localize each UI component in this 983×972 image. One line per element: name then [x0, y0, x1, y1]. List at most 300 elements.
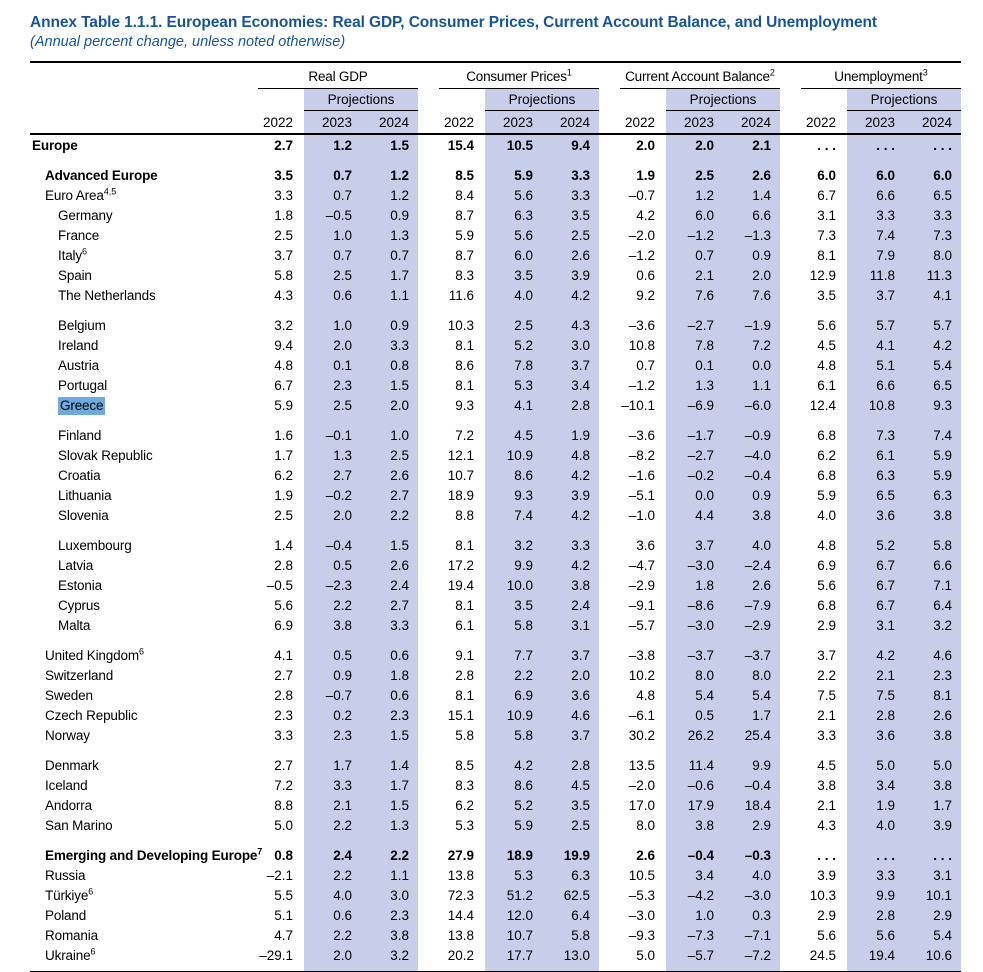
year-header-2022: 2022	[624, 115, 655, 130]
country-name: Russia	[45, 868, 86, 883]
gdp-2023-value: 0.1	[333, 358, 352, 373]
unemp-2024-value: 5.4	[933, 358, 952, 373]
table-row	[30, 945, 961, 965]
cpi-2023-value: 7.8	[514, 358, 533, 373]
unemp-2024-value: 2.3	[933, 668, 952, 683]
cab-2023-value: 1.3	[695, 378, 714, 393]
gdp-2022-value: 6.2	[274, 468, 293, 483]
country-name: Croatia	[58, 468, 101, 483]
unemp-2024-value: 1.7	[933, 798, 952, 813]
cpi-2024-value: 4.2	[571, 288, 590, 303]
cpi-2022-value: 8.1	[455, 538, 474, 553]
unemp-2022-value: 12.4	[809, 398, 836, 413]
unemp-2022-value: 6.7	[817, 188, 836, 203]
country-name: Czech Republic	[45, 708, 138, 723]
gdp-2023-value: 0.6	[333, 288, 352, 303]
unemp-2023-value: 6.7	[876, 558, 895, 573]
gdp-2023-value: –0.5	[325, 208, 352, 223]
projections-label: Projections	[304, 92, 418, 111]
cab-2024-value: 0.9	[752, 488, 771, 503]
cab-2023-value: 0.1	[695, 358, 714, 373]
unemp-2022-value: 2.9	[817, 618, 836, 633]
cab-2023-value: 0.7	[695, 248, 714, 263]
cpi-2024-value: 3.3	[571, 188, 590, 203]
gdp-2024-value: 0.8	[390, 358, 409, 373]
table-row	[30, 755, 961, 775]
gdp-2024-value: 0.7	[390, 248, 409, 263]
cpi-2022-value: 20.2	[447, 948, 474, 963]
cpi-2022-value: 6.2	[455, 798, 474, 813]
cab-2023-value: 3.8	[695, 818, 714, 833]
country-name: Spain	[58, 268, 92, 283]
cpi-2022-value: 17.2	[447, 558, 474, 573]
unemp-2024-value: 5.4	[933, 928, 952, 943]
country-name: Finland	[58, 428, 102, 443]
cpi-2024-value: 6.3	[571, 868, 590, 883]
cab-2022-value: –2.0	[628, 778, 655, 793]
unemp-2024-value: 3.8	[933, 728, 952, 743]
cpi-2023-value: 3.5	[514, 598, 533, 613]
cpi-2022-value: 5.3	[455, 818, 474, 833]
country-name: Austria	[58, 358, 99, 373]
row-label	[30, 166, 258, 185]
table-row	[30, 815, 961, 835]
cab-2022-value: –4.7	[628, 558, 655, 573]
row-label	[30, 336, 258, 355]
cab-2023-value: 2.0	[695, 138, 714, 153]
unemp-2022-value: 4.0	[817, 508, 836, 523]
cab-2023-value: –3.7	[687, 648, 714, 663]
gdp-2023-value: –0.1	[325, 428, 352, 443]
gdp-2023-value: –0.7	[325, 688, 352, 703]
gdp-2024-value: 0.6	[390, 688, 409, 703]
unemp-2023-value: 4.2	[876, 648, 895, 663]
row-label	[30, 616, 258, 635]
cab-2023-value: 8.0	[695, 668, 714, 683]
gdp-2023-value: 0.2	[333, 708, 352, 723]
cpi-2023-value: 5.3	[514, 378, 533, 393]
table-body	[30, 135, 961, 971]
row-label	[30, 356, 258, 375]
row-label	[30, 556, 258, 575]
gdp-2024-value: 2.6	[390, 468, 409, 483]
gdp-2022-value: 3.3	[274, 188, 293, 203]
table-row	[30, 795, 961, 815]
cab-2024-value: 2.9	[752, 818, 771, 833]
row-label	[30, 596, 258, 615]
cpi-2024-value: 5.8	[571, 928, 590, 943]
footnote-marker: 6	[88, 886, 94, 897]
cab-2023-value: 4.4	[695, 508, 714, 523]
cpi-2024-value: 3.6	[571, 688, 590, 703]
cpi-2024-value: 3.9	[571, 488, 590, 503]
cab-2023-value: 1.2	[695, 188, 714, 203]
cpi-2023-value: 5.8	[514, 618, 533, 633]
gdp-2023-value: 0.5	[333, 558, 352, 573]
cpi-2022-value: 8.1	[455, 688, 474, 703]
country-name: Slovenia	[58, 508, 109, 523]
cpi-2022-value: 8.1	[455, 338, 474, 353]
row-label	[30, 666, 258, 685]
row-label	[30, 536, 258, 555]
row-label	[30, 726, 258, 745]
cpi-2023-value: 5.3	[514, 868, 533, 883]
table-row	[30, 135, 961, 155]
cpi-2024-value: 2.5	[571, 228, 590, 243]
gdp-2022-value: 4.8	[274, 358, 293, 373]
cab-2024-value: 4.0	[752, 538, 771, 553]
cpi-2023-value: 3.2	[514, 538, 533, 553]
gdp-2023-value: 2.5	[333, 268, 352, 283]
row-label	[30, 506, 258, 525]
gdp-2024-value: 0.6	[390, 648, 409, 663]
cpi-2023-value: 4.5	[514, 428, 533, 443]
cab-2022-value: –9.3	[628, 928, 655, 943]
unemp-2022-value: 6.8	[817, 428, 836, 443]
gdp-2022-value: 6.9	[274, 618, 293, 633]
cab-2023-value: –2.7	[687, 448, 714, 463]
cab-2024-value: 1.7	[752, 708, 771, 723]
unemp-2023-value: 6.5	[876, 488, 895, 503]
cab-2023-value: –4.2	[687, 888, 714, 903]
years-header-row	[30, 111, 961, 135]
cpi-2023-value: 4.0	[514, 288, 533, 303]
cab-2023-value: –3.0	[687, 558, 714, 573]
year-header-2024: 2024	[378, 115, 409, 130]
cpi-2022-value: 11.6	[448, 288, 474, 303]
unemp-2023-value: 5.1	[876, 358, 895, 373]
country-name: Poland	[45, 908, 87, 923]
gdp-2024-value: 0.9	[390, 318, 409, 333]
footnote-marker: 6	[82, 246, 88, 257]
cab-2024-value: –4.0	[744, 448, 771, 463]
annex-table	[30, 61, 961, 972]
cab-2022-value: 30.2	[628, 728, 655, 743]
cpi-2023-value: 8.6	[514, 468, 533, 483]
footnote-marker: 7	[257, 846, 263, 857]
cab-2023-value: 1.8	[695, 578, 714, 593]
cab-2022-value: –3.0	[628, 908, 655, 923]
gdp-2024-value: 1.5	[390, 728, 409, 743]
cpi-2023-value: 6.0	[514, 248, 533, 263]
cpi-2023-value: 5.9	[514, 168, 533, 183]
gdp-2022-value: 5.0	[274, 818, 293, 833]
cab-2022-value: 3.6	[636, 538, 655, 553]
unemp-2023-value: 6.6	[876, 188, 895, 203]
row-label	[30, 426, 258, 445]
row-label	[30, 466, 258, 485]
gdp-2022-value: 9.4	[274, 338, 293, 353]
cab-2022-value: 1.9	[636, 168, 655, 183]
country-name: Sweden	[45, 688, 93, 703]
cpi-2023-value: 10.0	[506, 578, 533, 593]
cab-2022-value: 8.0	[636, 818, 655, 833]
unemp-2022-value: 3.3	[817, 728, 836, 743]
table-row	[30, 645, 961, 665]
cab-2023-value: –7.3	[687, 928, 714, 943]
gdp-2023-value: 2.3	[333, 378, 352, 393]
year-header-2022: 2022	[805, 115, 836, 130]
cpi-2022-value: 15.4	[447, 138, 474, 153]
year-header-2022: 2022	[443, 115, 474, 130]
cpi-2022-value: 8.7	[455, 208, 474, 223]
row-label	[30, 486, 258, 505]
table-title: Annex Table 1.1.1. European Economies: Real GDP, Consumer Prices, Current Account Balance, and Unemployment	[30, 14, 877, 31]
unemp-2022-value: 6.8	[817, 468, 836, 483]
unemp-2022-value: 7.3	[817, 228, 836, 243]
gdp-2022-value: 2.3	[274, 708, 293, 723]
gdp-2024-value: 1.7	[390, 268, 409, 283]
gdp-2023-value: 0.9	[333, 668, 352, 683]
gdp-2022-value: 1.7	[274, 448, 293, 463]
gdp-2023-value: 3.8	[333, 618, 352, 633]
gdp-2024-value: 1.7	[390, 778, 409, 793]
cpi-2024-value: 4.2	[571, 468, 590, 483]
unemp-2022-value: 5.9	[817, 488, 836, 503]
gdp-2022-value: 6.7	[274, 378, 293, 393]
gdp-2023-value: 0.7	[333, 168, 352, 183]
unemp-2022-value: 6.8	[817, 598, 836, 613]
unemp-2022-value: . . .	[817, 138, 836, 153]
cpi-2024-value: 2.8	[571, 398, 590, 413]
unemp-2024-value: 3.8	[933, 508, 952, 523]
cab-2023-value: –0.4	[687, 848, 714, 863]
cpi-2022-value: 19.4	[447, 578, 474, 593]
gdp-2023-value: –0.2	[325, 488, 352, 503]
unemp-2022-value: 6.1	[817, 378, 836, 393]
cab-2023-value: –3.0	[687, 618, 714, 633]
cab-2022-value: 9.2	[636, 288, 655, 303]
country-name: Malta	[58, 618, 91, 633]
cab-2022-value: –0.7	[628, 188, 655, 203]
unemp-2023-value: 3.6	[876, 728, 895, 743]
cab-2024-value: –0.4	[744, 468, 771, 483]
cab-2023-value: 3.4	[695, 868, 714, 883]
gdp-2022-value: 1.9	[274, 488, 293, 503]
row-label	[30, 756, 258, 775]
cpi-2022-value: 13.8	[447, 928, 474, 943]
cpi-2023-value: 9.9	[514, 558, 533, 573]
footnote-marker: 2	[769, 67, 775, 78]
cpi-2024-value: 3.3	[571, 538, 590, 553]
unemp-2024-value: 8.1	[933, 688, 952, 703]
unemp-2023-value: 3.3	[876, 868, 895, 883]
unemp-2024-value: 5.7	[933, 318, 952, 333]
unemp-2023-value: 7.9	[876, 248, 895, 263]
cpi-2022-value: 8.1	[455, 378, 474, 393]
gdp-2024-value: 1.1	[390, 288, 409, 303]
cab-2023-value: –5.7	[687, 948, 714, 963]
unemp-2023-value: 6.7	[876, 598, 895, 613]
unemp-2024-value: 4.2	[933, 338, 952, 353]
gdp-2023-value: 2.0	[333, 948, 352, 963]
cpi-2023-value: 7.7	[514, 648, 533, 663]
cpi-2023-value: 7.4	[514, 508, 533, 523]
cpi-2024-value: 3.8	[571, 578, 590, 593]
cpi-2024-value: 3.7	[571, 358, 590, 373]
cab-2022-value: 4.8	[636, 688, 655, 703]
cab-2024-value: –2.4	[744, 558, 771, 573]
unemp-2024-value: 10.6	[925, 948, 952, 963]
gdp-2022-value: 2.7	[274, 758, 293, 773]
cpi-2024-value: 4.2	[571, 508, 590, 523]
gdp-2024-value: 3.0	[390, 888, 409, 903]
cab-2023-value: –0.6	[687, 778, 714, 793]
table-row	[30, 335, 961, 355]
unemp-2023-value: 1.9	[876, 798, 895, 813]
unemp-2024-value: 7.4	[933, 428, 952, 443]
gdp-2023-value: 1.2	[333, 138, 352, 153]
cab-2022-value: –2.0	[628, 228, 655, 243]
gdp-2022-value: 2.7	[274, 668, 293, 683]
table-row	[30, 425, 961, 445]
table-subtitle: (Annual percent change, unless noted otherwise)	[30, 34, 346, 50]
cab-2022-value: 0.6	[636, 268, 655, 283]
footnote-marker: 6	[90, 946, 96, 957]
unemp-2024-value: 7.1	[933, 578, 952, 593]
cpi-2024-value: 6.4	[571, 908, 590, 923]
table-row	[30, 705, 961, 725]
unemp-2022-value: 4.8	[817, 538, 836, 553]
gdp-2024-value: 3.3	[390, 338, 409, 353]
unemp-2024-value: 5.9	[933, 468, 952, 483]
cpi-2024-value: 2.4	[571, 598, 590, 613]
table-row	[30, 665, 961, 685]
country-name: Belgium	[58, 318, 106, 333]
unemp-2024-value: 3.8	[933, 778, 952, 793]
row-label	[30, 866, 258, 885]
country-name: Switzerland	[45, 668, 114, 683]
cpi-2023-value: 5.8	[514, 728, 533, 743]
cab-2024-value: 25.4	[744, 728, 771, 743]
gdp-2022-value: 1.4	[274, 538, 293, 553]
unemp-2024-value: 3.2	[933, 618, 952, 633]
group-title-current-account-balance: Current Account Balance$^2$	[620, 69, 780, 89]
cpi-2023-value: 5.2	[514, 338, 533, 353]
cpi-2024-value: 3.9	[571, 268, 590, 283]
gdp-2022-value: 4.7	[274, 928, 293, 943]
unemp-2022-value: 6.0	[817, 168, 836, 183]
cab-2022-value: 17.0	[628, 798, 655, 813]
row-label	[30, 946, 258, 965]
year-header-2022: 2022	[262, 115, 293, 130]
gdp-2023-value: 2.4	[333, 848, 352, 863]
cab-2022-value: 4.2	[636, 208, 655, 223]
cab-2024-value: –1.9	[744, 318, 771, 333]
cab-2024-value: 8.0	[752, 668, 771, 683]
gdp-2024-value: 3.8	[390, 928, 409, 943]
table-row	[30, 555, 961, 575]
unemp-2023-value: 6.3	[876, 468, 895, 483]
year-header-2024: 2024	[740, 115, 771, 130]
cab-2023-value: 26.2	[687, 728, 714, 743]
country-name: Andorra	[45, 798, 92, 813]
cpi-2022-value: 10.7	[447, 468, 474, 483]
cab-2023-value: –8.6	[687, 598, 714, 613]
cab-2022-value: 10.5	[628, 868, 655, 883]
cpi-2024-value: 3.7	[571, 728, 590, 743]
unemp-2022-value: 6.9	[817, 558, 836, 573]
unemp-2022-value: 3.8	[817, 778, 836, 793]
unemp-2022-value: 7.5	[817, 688, 836, 703]
unemp-2024-value: 3.1	[933, 868, 952, 883]
cpi-2024-value: 1.9	[571, 428, 590, 443]
row-label	[30, 906, 258, 925]
unemp-2022-value: 6.2	[817, 448, 836, 463]
cpi-2022-value: 6.1	[455, 618, 474, 633]
cab-2022-value: –5.3	[628, 888, 655, 903]
cpi-2023-value: 4.1	[514, 398, 533, 413]
row-label	[30, 816, 258, 835]
cab-2024-value: –7.2	[744, 948, 771, 963]
cpi-2023-value: 17.7	[506, 948, 533, 963]
table-row	[30, 225, 961, 245]
unemp-2024-value: 11.3	[926, 268, 952, 283]
gdp-2022-value: 5.6	[274, 598, 293, 613]
unemp-2022-value: 2.2	[817, 668, 836, 683]
cab-2023-value: –1.2	[687, 228, 714, 243]
gdp-2024-value: 1.5	[390, 538, 409, 553]
cpi-2024-value: 2.6	[571, 248, 590, 263]
gdp-2022-value: 2.7	[274, 138, 293, 153]
gdp-2022-value: 5.9	[274, 398, 293, 413]
gdp-2022-value: 7.2	[274, 778, 293, 793]
table-row	[30, 595, 961, 615]
cpi-2024-value: 19.9	[563, 848, 590, 863]
gdp-2024-value: 1.1	[390, 868, 409, 883]
unemp-2022-value: 5.6	[817, 318, 836, 333]
selected-text-highlight: Greece	[60, 398, 104, 413]
gdp-2024-value: 2.7	[390, 488, 409, 503]
country-name: United Kingdom$^6$	[45, 646, 144, 663]
cab-2023-value: 1.0	[695, 908, 714, 923]
cpi-2024-value: 2.5	[571, 818, 590, 833]
country-name: Advanced Europe	[45, 168, 158, 183]
unemp-2022-value: 3.9	[817, 868, 836, 883]
table-row	[30, 725, 961, 745]
row-label	[30, 226, 258, 245]
gdp-2022-value: 5.1	[274, 908, 293, 923]
cpi-2022-value: 10.3	[447, 318, 474, 333]
gdp-2023-value: 2.5	[333, 398, 352, 413]
projections-header-row	[30, 89, 961, 111]
cpi-2022-value: 8.5	[455, 168, 474, 183]
country-name: Türkiye$^6$	[45, 886, 94, 903]
unemp-2022-value: 24.5	[809, 948, 836, 963]
footnote-marker: 4,5	[103, 186, 117, 197]
cab-2023-value: 17.9	[687, 798, 714, 813]
unemp-2022-value: 4.3	[817, 818, 836, 833]
cab-2024-value: –0.4	[744, 778, 771, 793]
cab-2023-value: –0.2	[687, 468, 714, 483]
unemp-2022-value: 4.8	[817, 358, 836, 373]
country-name: Euro Area$^{4,5}$	[45, 186, 117, 203]
gdp-2024-value: 2.3	[390, 708, 409, 723]
cpi-2023-value: 6.9	[514, 688, 533, 703]
country-name: The Netherlands	[58, 288, 156, 303]
unemp-2023-value: 2.8	[876, 908, 895, 923]
cab-2023-value: –1.7	[687, 428, 714, 443]
cab-2024-value: 0.3	[752, 908, 771, 923]
row-label	[30, 886, 258, 905]
cab-2022-value: –2.9	[628, 578, 655, 593]
unemp-2022-value: 3.5	[817, 288, 836, 303]
unemp-2023-value: 4.0	[876, 818, 895, 833]
row-label	[30, 796, 258, 815]
unemp-2024-value: 9.3	[933, 398, 952, 413]
row-label	[30, 376, 258, 395]
gdp-2024-value: 1.8	[390, 668, 409, 683]
